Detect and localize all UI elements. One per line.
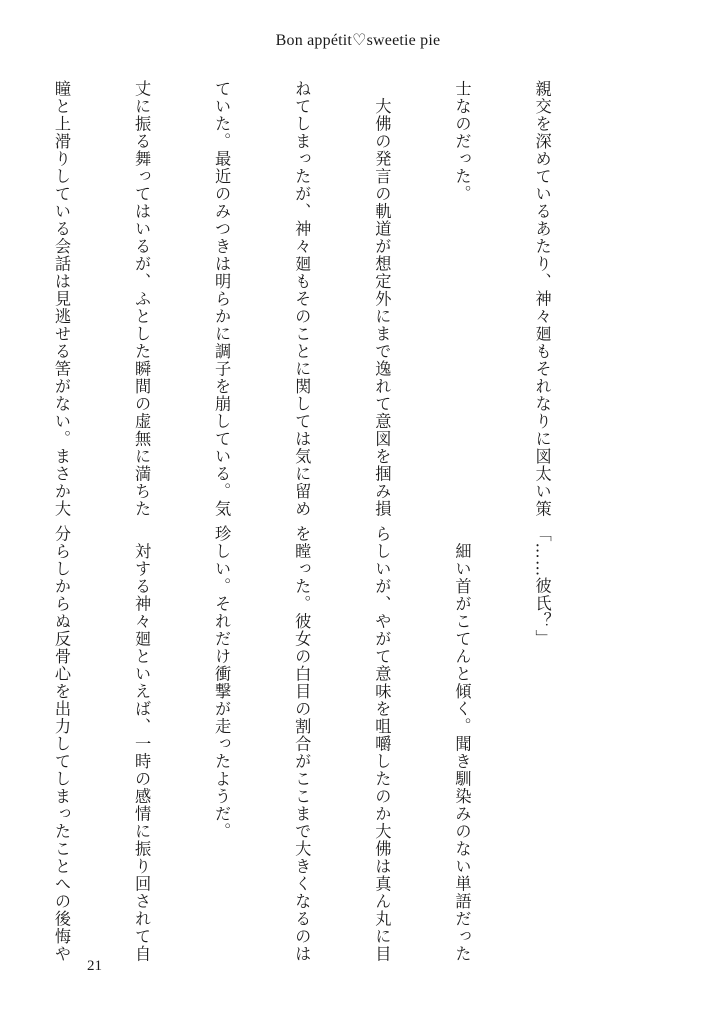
text-line: を瞠った。彼女の白目の割合がここまで大きくなるのは [292,525,312,963]
text-column-top [51,80,608,518]
text-line: 分らしからぬ反骨心を出力してしまったことへの後悔や [51,525,71,963]
text-line: 丈に振る舞ってはいるが、ふとした瞬間の虚無に満ちた [132,80,152,518]
text-line: 大佛の発言の軌道が想定外にまで逸れて意図を掴み損 [372,80,392,518]
text-line: 「……彼氏？」 [532,525,552,648]
text-line: 親交を深めているあたり、神々廻もそれなりに図太い策 [532,80,552,518]
text-line: ねてしまったが、神々廻もそのことに関しては気に留め [292,80,312,518]
running-header: Bon appétit♡sweetie pie [275,32,441,49]
page-number: 21 [87,958,102,974]
text-line: らしいが、やがて意味を咀嚼したのか大佛は真ん丸に目 [372,525,392,963]
text-line: ていた。最近のみつきは明らかに調子を崩している。気 [212,80,232,518]
text-line: 士なのだった。 [452,80,472,203]
text-line: 細い首がこてんと傾く。聞き馴染みのない単語だった [452,525,472,963]
text-line: 珍しい。それだけ衝撃が走ったようだ。 [212,525,232,840]
text-line: 対する神々廻といえば、一時の感情に振り回されて自 [132,525,152,963]
text-line: 瞳と上滑りしている会話は見逃せる筈がない。まさか大 [51,80,71,518]
text-column-bottom [51,525,608,963]
